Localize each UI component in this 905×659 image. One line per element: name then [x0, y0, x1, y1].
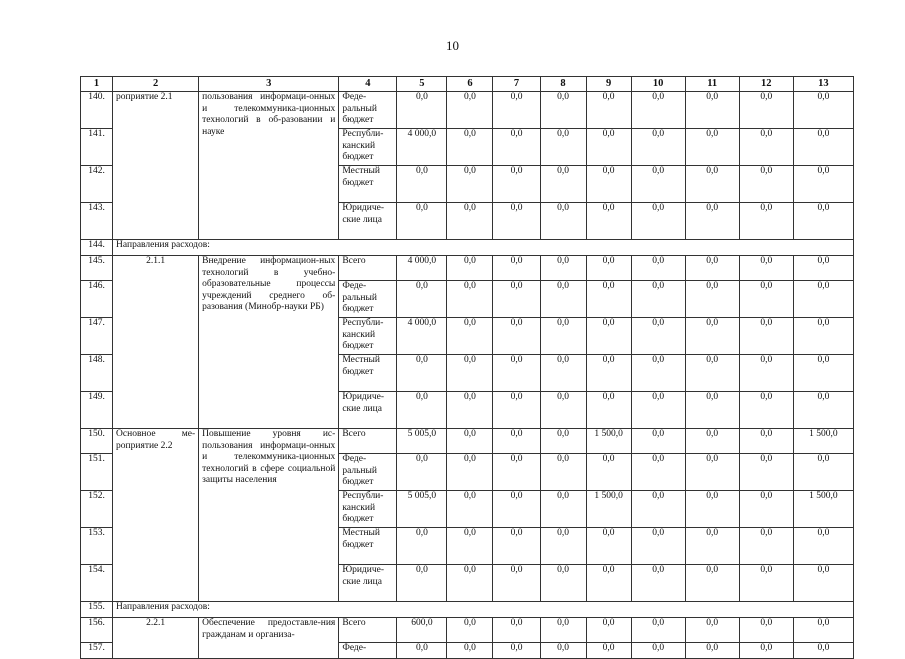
value-cell: 0,0	[397, 454, 447, 491]
value-cell: 0,0	[493, 355, 540, 392]
funding-source: Республи-канский бюджет	[339, 129, 397, 166]
header-cell: 9	[586, 77, 631, 92]
value-cell: 0,0	[447, 454, 493, 491]
value-cell: 0,0	[540, 491, 586, 528]
value-cell: 0,0	[631, 203, 685, 240]
value-cell: 0,0	[739, 129, 793, 166]
value-cell: 0,0	[540, 429, 586, 454]
value-cell: 5 005,0	[397, 491, 447, 528]
header-cell: 5	[397, 77, 447, 92]
value-cell: 0,0	[586, 318, 631, 355]
empty-cell	[586, 240, 631, 256]
value-cell: 0,0	[586, 528, 631, 565]
empty-cell	[631, 602, 685, 618]
row-number: 156.	[81, 618, 113, 643]
header-cell: 13	[793, 77, 853, 92]
value-cell: 0,0	[631, 256, 685, 281]
table-row	[81, 256, 854, 281]
measure-description: Внедрение информацион-ных технологий в учебно-образовательные процессы учреждений среднего об-разования (Минобр-науки РБ)	[199, 256, 339, 429]
value-cell: 0,0	[685, 618, 739, 643]
funding-source: Юридиче-ские лица	[339, 565, 397, 602]
header-cell: 3	[199, 77, 339, 92]
value-cell: 0,0	[631, 429, 685, 454]
value-cell: 0,0	[793, 565, 853, 602]
value-cell: 0,0	[540, 318, 586, 355]
funding-source: Местный бюджет	[339, 166, 397, 203]
funding-source: Феде-ральный бюджет	[339, 281, 397, 318]
value-cell: 0,0	[793, 528, 853, 565]
value-cell: 0,0	[540, 281, 586, 318]
table-row	[81, 602, 854, 618]
value-cell: 0,0	[397, 565, 447, 602]
value-cell: 0,0	[739, 203, 793, 240]
value-cell: 0,0	[397, 643, 447, 659]
value-cell: 0,0	[586, 129, 631, 166]
empty-cell	[739, 602, 793, 618]
value-cell: 0,0	[493, 643, 540, 659]
row-number: 146.	[81, 281, 113, 318]
value-cell: 0,0	[739, 392, 793, 429]
value-cell: 0,0	[685, 491, 739, 528]
value-cell: 0,0	[540, 256, 586, 281]
value-cell: 0,0	[586, 355, 631, 392]
measure-code: 2.2.1	[113, 618, 199, 659]
value-cell: 0,0	[739, 643, 793, 659]
header-cell: 1	[81, 77, 113, 92]
budget-table	[80, 76, 854, 659]
value-cell: 0,0	[631, 565, 685, 602]
value-cell: 0,0	[586, 281, 631, 318]
header-cell: 7	[493, 77, 540, 92]
value-cell: 0,0	[739, 92, 793, 129]
row-number: 141.	[81, 129, 113, 166]
row-number: 155.	[81, 602, 113, 618]
value-cell: 0,0	[586, 203, 631, 240]
header-cell: 4	[339, 77, 397, 92]
value-cell: 600,0	[397, 618, 447, 643]
value-cell: 0,0	[493, 203, 540, 240]
value-cell: 0,0	[685, 355, 739, 392]
value-cell: 0,0	[793, 318, 853, 355]
value-cell: 0,0	[447, 565, 493, 602]
empty-cell	[793, 602, 853, 618]
empty-cell	[397, 240, 447, 256]
value-cell: 0,0	[685, 129, 739, 166]
row-number: 143.	[81, 203, 113, 240]
value-cell: 0,0	[493, 166, 540, 203]
value-cell: 0,0	[739, 256, 793, 281]
value-cell: 0,0	[493, 528, 540, 565]
value-cell: 0,0	[793, 203, 853, 240]
value-cell: 0,0	[631, 166, 685, 203]
value-cell: 0,0	[493, 454, 540, 491]
value-cell: 0,0	[447, 203, 493, 240]
value-cell: 0,0	[631, 318, 685, 355]
value-cell: 0,0	[793, 92, 853, 129]
value-cell: 0,0	[540, 392, 586, 429]
empty-cell	[339, 602, 397, 618]
value-cell: 0,0	[685, 166, 739, 203]
measure-description: Повышение уровня ис-пользования информаци-онных и телекоммуника-ционных технологий в сфере социальной защиты населения	[199, 429, 339, 602]
empty-cell	[793, 240, 853, 256]
value-cell: 0,0	[493, 429, 540, 454]
value-cell: 0,0	[397, 281, 447, 318]
table-body	[81, 92, 854, 659]
measure-description: пользования информаци-онных и телекоммуника-ционных технологий в об-разовании и науке	[199, 92, 339, 240]
value-cell: 0,0	[586, 618, 631, 643]
value-cell: 0,0	[447, 491, 493, 528]
value-cell: 0,0	[793, 166, 853, 203]
value-cell: 0,0	[540, 643, 586, 659]
value-cell: 0,0	[739, 429, 793, 454]
measure-description: Обеспечение предоставле-ния гражданам и организа-	[199, 618, 339, 659]
value-cell: 0,0	[447, 166, 493, 203]
value-cell: 0,0	[540, 129, 586, 166]
empty-cell	[540, 602, 586, 618]
value-cell: 0,0	[631, 528, 685, 565]
empty-cell	[493, 240, 540, 256]
row-number: 148.	[81, 355, 113, 392]
value-cell: 0,0	[685, 203, 739, 240]
value-cell: 0,0	[793, 618, 853, 643]
value-cell: 0,0	[493, 281, 540, 318]
empty-cell	[685, 602, 739, 618]
value-cell: 0,0	[793, 392, 853, 429]
value-cell: 0,0	[739, 618, 793, 643]
value-cell: 0,0	[586, 392, 631, 429]
empty-cell	[397, 602, 447, 618]
value-cell: 0,0	[397, 203, 447, 240]
value-cell: 0,0	[447, 355, 493, 392]
empty-cell	[540, 240, 586, 256]
value-cell: 4 000,0	[397, 256, 447, 281]
value-cell: 0,0	[685, 392, 739, 429]
value-cell: 4 000,0	[397, 318, 447, 355]
funding-source: Местный бюджет	[339, 355, 397, 392]
value-cell: 0,0	[685, 528, 739, 565]
value-cell: 1 500,0	[586, 429, 631, 454]
value-cell: 0,0	[540, 203, 586, 240]
header-cell: 11	[685, 77, 739, 92]
header-cell: 8	[540, 77, 586, 92]
funding-source: Феде-	[339, 643, 397, 659]
value-cell: 0,0	[493, 129, 540, 166]
value-cell: 0,0	[397, 528, 447, 565]
value-cell: 0,0	[685, 256, 739, 281]
value-cell: 0,0	[540, 528, 586, 565]
value-cell: 0,0	[631, 454, 685, 491]
value-cell: 0,0	[586, 256, 631, 281]
value-cell: 0,0	[447, 618, 493, 643]
value-cell: 0,0	[447, 392, 493, 429]
value-cell: 0,0	[540, 618, 586, 643]
value-cell: 0,0	[739, 454, 793, 491]
table-row	[81, 429, 854, 454]
value-cell: 0,0	[586, 92, 631, 129]
value-cell: 0,0	[739, 355, 793, 392]
value-cell: 0,0	[631, 491, 685, 528]
row-number: 151.	[81, 454, 113, 491]
value-cell: 0,0	[540, 92, 586, 129]
table-row	[81, 92, 854, 129]
empty-cell	[447, 240, 493, 256]
empty-cell	[631, 240, 685, 256]
expense-directions-label: Направления расходов:	[113, 602, 339, 618]
value-cell: 0,0	[739, 528, 793, 565]
value-cell: 0,0	[397, 392, 447, 429]
measure-label: роприятие 2.1	[113, 92, 199, 240]
row-number: 147.	[81, 318, 113, 355]
value-cell: 0,0	[793, 281, 853, 318]
value-cell: 0,0	[493, 92, 540, 129]
value-cell: 1 500,0	[793, 429, 853, 454]
value-cell: 0,0	[739, 318, 793, 355]
header-cell: 10	[631, 77, 685, 92]
value-cell: 0,0	[493, 392, 540, 429]
value-cell: 0,0	[739, 491, 793, 528]
value-cell: 0,0	[540, 355, 586, 392]
value-cell: 0,0	[685, 281, 739, 318]
empty-cell	[685, 240, 739, 256]
value-cell: 0,0	[447, 528, 493, 565]
value-cell: 0,0	[685, 429, 739, 454]
funding-source: Республи-канский бюджет	[339, 318, 397, 355]
row-number: 153.	[81, 528, 113, 565]
header-cell: 6	[447, 77, 493, 92]
funding-source: Всего	[339, 429, 397, 454]
value-cell: 0,0	[631, 392, 685, 429]
value-cell: 0,0	[540, 565, 586, 602]
value-cell: 0,0	[739, 166, 793, 203]
funding-source: Местный бюджет	[339, 528, 397, 565]
value-cell: 0,0	[493, 491, 540, 528]
measure-label: Основное ме-роприятие 2.2	[113, 429, 199, 602]
expense-directions-label: Направления расходов:	[113, 240, 339, 256]
value-cell: 0,0	[739, 565, 793, 602]
header-cell: 12	[739, 77, 793, 92]
funding-source: Всего	[339, 618, 397, 643]
value-cell: 0,0	[397, 166, 447, 203]
value-cell: 0,0	[447, 429, 493, 454]
row-number: 140.	[81, 92, 113, 129]
empty-cell	[447, 602, 493, 618]
value-cell: 0,0	[493, 318, 540, 355]
value-cell: 0,0	[540, 454, 586, 491]
value-cell: 0,0	[685, 318, 739, 355]
value-cell: 0,0	[631, 643, 685, 659]
value-cell: 1 500,0	[586, 491, 631, 528]
empty-cell	[586, 602, 631, 618]
value-cell: 0,0	[447, 643, 493, 659]
table-row	[81, 618, 854, 643]
value-cell: 0,0	[631, 92, 685, 129]
row-number: 157.	[81, 643, 113, 659]
value-cell: 0,0	[586, 643, 631, 659]
value-cell: 0,0	[793, 256, 853, 281]
table-row	[81, 240, 854, 256]
empty-cell	[339, 240, 397, 256]
row-number: 145.	[81, 256, 113, 281]
value-cell: 0,0	[493, 565, 540, 602]
value-cell: 0,0	[447, 92, 493, 129]
row-number: 144.	[81, 240, 113, 256]
funding-source: Всего	[339, 256, 397, 281]
page-number: 10	[446, 38, 459, 53]
value-cell: 0,0	[631, 129, 685, 166]
value-cell: 0,0	[793, 355, 853, 392]
value-cell: 0,0	[586, 565, 631, 602]
header-row	[81, 77, 854, 92]
value-cell: 0,0	[447, 129, 493, 166]
value-cell: 0,0	[793, 643, 853, 659]
value-cell: 0,0	[447, 256, 493, 281]
empty-cell	[739, 240, 793, 256]
value-cell: 0,0	[685, 565, 739, 602]
value-cell: 0,0	[631, 355, 685, 392]
value-cell: 0,0	[793, 129, 853, 166]
row-number: 142.	[81, 166, 113, 203]
value-cell: 0,0	[685, 92, 739, 129]
measure-code: 2.1.1	[113, 256, 199, 429]
value-cell: 0,0	[447, 318, 493, 355]
row-number: 154.	[81, 565, 113, 602]
row-number: 149.	[81, 392, 113, 429]
value-cell: 0,0	[631, 618, 685, 643]
funding-source: Юридиче-ские лица	[339, 392, 397, 429]
value-cell: 0,0	[586, 454, 631, 491]
value-cell: 0,0	[631, 281, 685, 318]
header-cell: 2	[113, 77, 199, 92]
value-cell: 0,0	[793, 454, 853, 491]
row-number: 150.	[81, 429, 113, 454]
value-cell: 0,0	[586, 166, 631, 203]
funding-source: Феде-ральный бюджет	[339, 454, 397, 491]
value-cell: 0,0	[685, 454, 739, 491]
row-number: 152.	[81, 491, 113, 528]
funding-source: Республи-канский бюджет	[339, 491, 397, 528]
value-cell: 0,0	[397, 92, 447, 129]
value-cell: 0,0	[397, 355, 447, 392]
funding-source: Феде-ральный бюджет	[339, 92, 397, 129]
funding-source: Юридиче-ские лица	[339, 203, 397, 240]
value-cell: 0,0	[447, 281, 493, 318]
value-cell: 4 000,0	[397, 129, 447, 166]
value-cell: 0,0	[493, 618, 540, 643]
value-cell: 1 500,0	[793, 491, 853, 528]
value-cell: 0,0	[685, 643, 739, 659]
value-cell: 5 005,0	[397, 429, 447, 454]
value-cell: 0,0	[540, 166, 586, 203]
value-cell: 0,0	[493, 256, 540, 281]
empty-cell	[493, 602, 540, 618]
value-cell: 0,0	[739, 281, 793, 318]
